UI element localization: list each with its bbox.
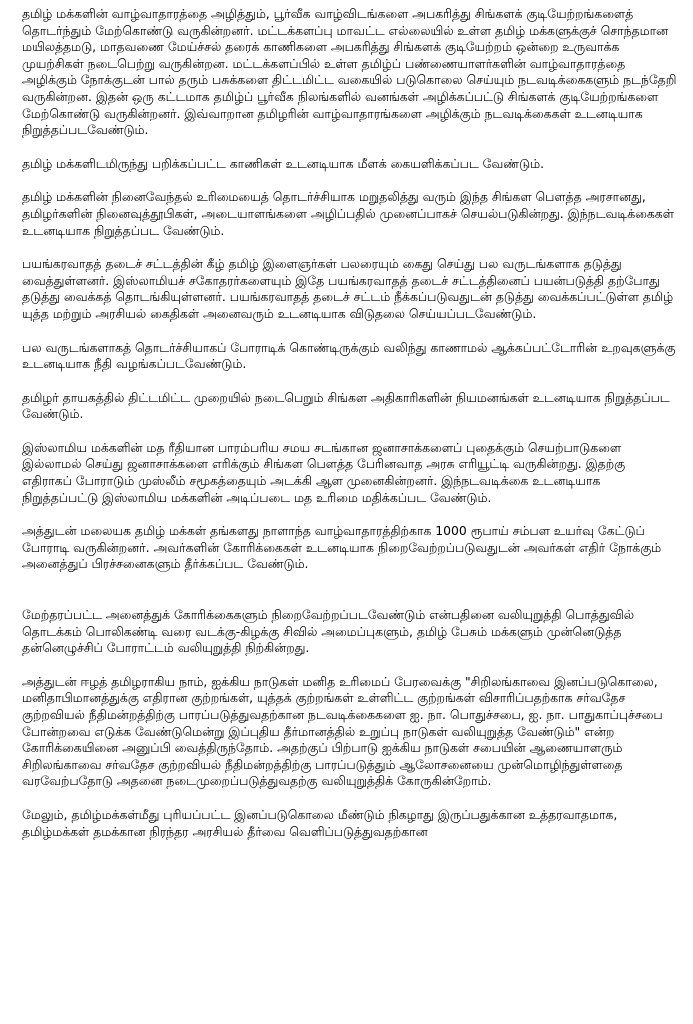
paragraph-un-request: அத்துடன் ஈழத் தமிழராகிய நாம், ஐக்கிய நாடுகள் மனித உரிமைப் பேரவைக்கு "சிறிலங்காவை இனப்படுகொலை, மனிதாபிமானத்துக்கு எதிரான குற்றங்கள், யுத்தக் குற்றங்கள் உள்ளிட்ட குற்றங்கள் விசாரிப்பதற்காக சர்வதேச குற்றவியல் நீதிமன்றத்திற்கு பாரப்படுத்துவதற்கான நடவடிக்கைகளை ஐ. நா. பொதுச்சபை, ஐ. நா. பாதுகாப்புச்சபை போன்றவை எடுக்க வேண்டுமென்று இப்புதிய தீர்மானத்தில் உறுப்பு நாடுகள் வலியுறுத்த வேண்டும்" என்ற கோரிக்கையினை அனுப்பி வைத்திருந்தோம். அதற்குப் பிற்பாடு ஐக்கிய நாடுகள் சபையின் ஆணையாளரும் சிறிலங்காவை சர்வதேச குற்றவியல் நீதிமன்றத்திற்கு பாரப்படுத்தும் ஆலோசனையை முன்மொழிந்துள்ளதை வரவேற்பதோடு அதனை நடைமுறைப்படுத்துவதற்கு வலியுறுத்திக் கோருகின்றோம். xyxy=(22,673,663,789)
document-page xyxy=(22,6,677,840)
paragraph-land-return: தமிழ் மக்களிடமிருந்து பறிக்கப்பட்ட காணிகள் உடனடியாக மீளக் கையளிக்கப்பட வேண்டும். xyxy=(22,155,545,171)
paragraph-livelihood: தமிழ் மக்களின் வாழ்வாதாரத்தை அழித்தும், பூர்வீக வாழ்விடங்களை அபகரித்து சிங்களக் குடியேற்றங்களைத் தொடர்ந்தும் மேற்கொண்டு வருகின்றனர். மட்டக்களப்பு மாவட்ட எல்லையில் உள்ள தமிழ் மக்களுக்குச் சொந்தமான மயிலத்தமடு, மாதவணை மேய்ச்சல் தரைக் காணிகளை அபகரித்து சிங்களக் குடியேற்றம் ஒன்றை உருவாக்க முயற்சிகள் நடைபெற்று வருகின்றன. மட்டக்களப்பில் உள்ள தமிழ்ப் பண்ணையாளர்களின் வாழ்வாதாரத்தை அழிக்கும் நோக்குடன் பால் தரும் பசுக்களை திட்டமிட்ட வகையில் படுகொலை செய்யும் நடவடிக்கைகளும் நடந்தேறி வருகின்றன. இதன் ஒரு கட்டமாக தமிழ்ப் பூர்வீக நிலங்களில் வனங்கள் அழிக்கப்பட்டு சிங்களக் குடியேற்றங்களை மேற்கொண்டு வருகின்றனர். இவ்வாறான தமிழரின் வாழ்வாதாரங்களை அழிக்கும் நடவடிக்கைகள் உடனடியாக நிறுத்தப்படவேண்டும். xyxy=(22,6,677,138)
paragraph-remembrance: தமிழ் மக்களின் நினைவேந்தல் உரிமையைத் தொடர்ச்சியாக மறுதலித்து வரும் இந்த சிங்கள பௌத்த அரசானது, தமிழர்களின் நினைவுத்தூபிகள், அடையாளங்களை அழிப்பதில் முனைப்பாகச் செயல்படுகின்றது. இந்நடவடிக்கைகள் உடனடியாக நிறுத்தப்பட வேண்டும். xyxy=(22,189,674,238)
paragraph-disappeared: பல வருடங்களாகத் தொடர்ச்சியாகப் போராடிக் கொண்டிருக்கும் வலிந்து காணாமல் ஆக்கப்பட்டோரின் உறவுகளுக்கு உடனடியாக நீதி வழங்கப்படவேண்டும். xyxy=(22,339,676,372)
paragraph-wage-demand: அத்துடன் மலையக தமிழ் மக்கள் தங்களது நாளாந்த வாழ்வாதாரத்திற்காக 1000 ரூபாய் சம்பள உயர்வு கேட்டுப் போராடி வருகின்றனர். அவர்களின் கோரிக்கைகள் உடனடியாக நிறைவேற்றப்படுவதுடன் அவர்கள் எதிர் நோக்கும் அனைத்துப் பிரச்சனைகளும் தீர்க்கப்பட வேண்டும். xyxy=(22,523,662,572)
paragraph-guarantee: மேலும், தமிழ்மக்கள்மீது புரியப்பட்ட இனப்படுகொலை மீண்டும் நிகழாது இருப்பதுக்கான உத்தரவாதமாக, தமிழ்மக்கள் தமக்கான நிரந்தர அரசியல் தீர்வை வெளிப்படுத்துவதற்கான xyxy=(22,806,618,839)
paragraph-terrorism-act: பயங்கரவாதத் தடைச் சட்டத்தின் கீழ் தமிழ் இளைஞர்கள் பலரையும் கைது செய்து பல வருடங்களாக தடுத்து வைத்துள்ளனர். இஸ்லாமியச் சகோதரர்களையும் இதே பயங்கரவாதத் தடைச் சட்டத்தினைப் பயன்படுத்தி தற்போது தடுத்து வைக்கத் தொடங்கியுள்ளனர். பயங்கரவாதத் தடைச் சட்டம் நீக்கப்படுவதுடன் தடுத்து வைக்கப்பட்டுள்ள தமிழ் யுத்த மற்றும் அரசியல் கைதிகள் அனைவரும் உடனடியாக விடுதலை செய்யப்படவேண்டும். xyxy=(22,256,674,321)
paragraph-burial-rights: இஸ்லாமிய மக்களின் மத ரீதியான பாரம்பரிய சமய சடங்கான ஜனாசாக்களைப் புதைக்கும் செயற்பாடுகளை இல்லாமல் செய்து ஜனாசாக்களை எரிக்கும் சிங்கள பௌத்த பேரினவாத அரசு எரியூட்டி வருகின்றது. இதற்கு எதிராகப் போராடும் முஸ்லீம் சமூகத்தையும் அடக்கி ஆள முனைகின்றனர். இந்நடவடிக்கை உடனடியாக நிறுத்தப்பட்டு இஸ்லாமிய மக்களின் அடிப்படை மத உரிமை மதிக்கப்பட வேண்டும். xyxy=(22,439,626,505)
paragraph-march: மேற்தரப்பட்ட அனைத்துக் கோரிக்கைகளும் நிறைவேற்றப்படவேண்டும் என்பதினை வலியுறுத்தி பொத்துவில் தொடக்கம் பொலிகண்டி வரை வடக்கு-கிழக்கு சிவில் அமைப்புகளும், தமிழ் பேசும் மக்களும் முன்னெடுத்த தன்னெழுச்சிப் போராட்டம் வலியுறுத்தி நிற்கின்றது. xyxy=(22,607,635,656)
paragraph-appointments: தமிழர் தாயகத்தில் திட்டமிட்ட முறையில் நடைபெறும் சிங்கள அதிகாரிகளின் நியமனங்கள் உடனடியாக நிறுத்தப்பட வேண்டும். xyxy=(22,389,670,422)
